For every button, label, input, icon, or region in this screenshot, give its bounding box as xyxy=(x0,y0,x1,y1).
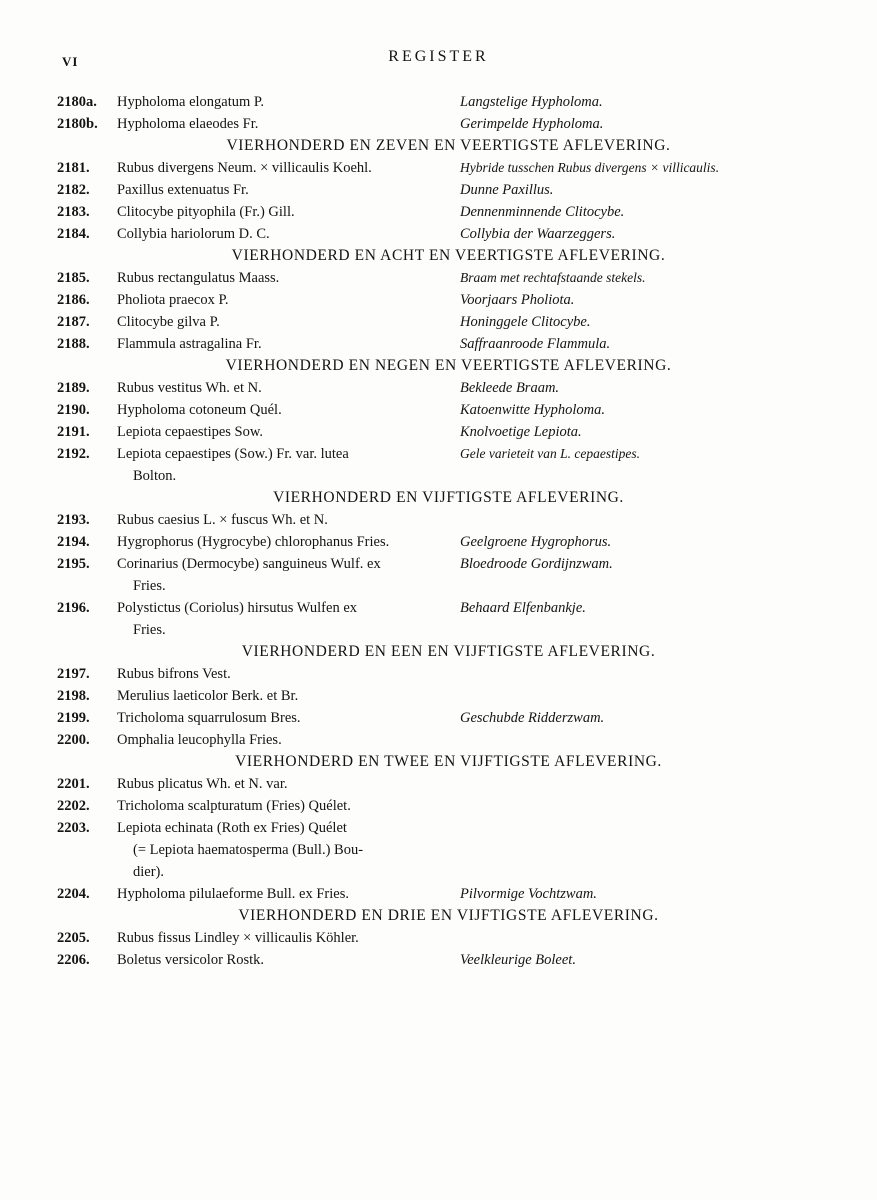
dutch-name: Honinggele Clitocybe. xyxy=(460,314,591,330)
dutch-name: Bloedroode Gordijnzwam. xyxy=(460,556,613,572)
register-section xyxy=(0,355,877,487)
register-entry xyxy=(0,377,877,399)
scientific-name-block xyxy=(117,289,447,311)
dutch-name: Gerimpelde Hypholoma. xyxy=(460,116,604,132)
section-heading: VIERHONDERD EN ACHT EN VEERTIGSTE AFLEVERING. xyxy=(231,247,666,264)
entry-number: 2187. xyxy=(57,314,90,330)
scientific-name-continuation: Fries. xyxy=(133,578,166,594)
page-header xyxy=(0,44,877,68)
register-entry xyxy=(0,531,877,553)
entry-number: 2194. xyxy=(57,534,90,550)
scientific-name: Lepiota cepaestipes Sow. xyxy=(117,424,264,440)
entry-number: 2188. xyxy=(57,336,90,352)
dutch-name: Hybride tusschen Rubus divergens × villicaulis. xyxy=(460,160,720,175)
scientific-name-block xyxy=(117,707,447,729)
register-entry xyxy=(0,91,877,113)
scientific-name: Rubus plicatus Wh. et N. var. xyxy=(117,776,288,792)
dutch-name: Geelgroene Hygrophorus. xyxy=(460,534,612,550)
scientific-name: Rubus divergens Neum. × villicaulis Koehl. xyxy=(117,160,372,176)
register-entry xyxy=(0,597,877,641)
entry-number: 2203. xyxy=(57,820,90,836)
scientific-name: Rubus vestitus Wh. et N. xyxy=(117,380,262,396)
entry-number: 2202. xyxy=(57,798,90,814)
dutch-name: Knolvoetige Lepiota. xyxy=(460,424,582,440)
entry-number: 2180a. xyxy=(57,94,97,110)
scientific-name: Merulius laeticolor Berk. et Br. xyxy=(117,688,299,704)
entry-number: 2192. xyxy=(57,446,90,462)
register-entry xyxy=(0,399,877,421)
entry-number: 2184. xyxy=(57,226,90,242)
register-entry xyxy=(0,707,877,729)
entry-number: 2183. xyxy=(57,204,90,220)
running-title: REGISTER xyxy=(388,48,489,65)
scientific-name: Boletus versicolor Rostk. xyxy=(117,952,265,968)
scientific-name: Paxillus extenuatus Fr. xyxy=(117,182,249,198)
scientific-name: Rubus caesius L. × fuscus Wh. et N. xyxy=(117,512,328,528)
dutch-name: Veelkleurige Boleet. xyxy=(460,952,576,968)
scientific-name-block xyxy=(117,773,447,795)
register-entry xyxy=(0,685,877,707)
register-entry xyxy=(0,773,877,795)
entry-number: 2205. xyxy=(57,930,90,946)
scientific-name-block xyxy=(117,927,447,949)
register-entry xyxy=(0,729,877,751)
register-entry xyxy=(0,421,877,443)
entry-number: 2182. xyxy=(57,182,90,198)
entry-number: 2199. xyxy=(57,710,90,726)
scientific-name-block xyxy=(117,201,447,223)
scientific-name: Corinarius (Dermocybe) sanguineus Wulf. ex xyxy=(117,556,381,572)
entry-number: 2206. xyxy=(57,952,90,968)
scientific-name-block xyxy=(117,421,447,443)
entry-number: 2200. xyxy=(57,732,90,748)
scientific-name: Lepiota cepaestipes (Sow.) Fr. var. lutea xyxy=(117,446,349,462)
scientific-name-continuation: (= Lepiota haematosperma (Bull.) Bou- xyxy=(133,842,364,858)
register-entry xyxy=(0,289,877,311)
entry-number: 2189. xyxy=(57,380,90,396)
scientific-name-block xyxy=(117,883,447,905)
register-entry xyxy=(0,553,877,597)
scientific-name: Hypholoma elongatum P. xyxy=(117,94,265,110)
register-entry xyxy=(0,267,877,289)
entry-number: 2198. xyxy=(57,688,90,704)
scientific-name-block xyxy=(117,531,447,553)
register-section xyxy=(0,641,877,751)
dutch-name: Saffraanroode Flammula. xyxy=(460,336,611,352)
entry-number: 2193. xyxy=(57,512,90,528)
entry-number: 2190. xyxy=(57,402,90,418)
scientific-name: Rubus rectangulatus Maass. xyxy=(117,270,280,286)
scientific-name-block xyxy=(117,553,447,597)
entry-number: 2185. xyxy=(57,270,90,286)
register-entry xyxy=(0,817,877,883)
entry-number: 2201. xyxy=(57,776,90,792)
dutch-name: Behaard Elfenbankje. xyxy=(460,600,586,616)
entry-number: 2181. xyxy=(57,160,90,176)
scientific-name: Omphalia leucophylla Fries. xyxy=(117,732,282,748)
register-entry xyxy=(0,927,877,949)
scientific-name-block xyxy=(117,949,447,971)
entry-number: 2197. xyxy=(57,666,90,682)
scientific-name-block xyxy=(117,113,447,135)
dutch-name: Bekleede Braam. xyxy=(460,380,560,396)
scientific-name-block xyxy=(117,179,447,201)
dutch-name: Katoenwitte Hypholoma. xyxy=(460,402,605,418)
section-heading: VIERHONDERD EN DRIE EN VIJFTIGSTE AFLEVERING. xyxy=(238,907,659,924)
scientific-name-block xyxy=(117,597,447,641)
dutch-name: Geschubde Ridderzwam. xyxy=(460,710,605,726)
register-entry xyxy=(0,179,877,201)
entry-number: 2204. xyxy=(57,886,90,902)
scientific-name: Hypholoma pilulaeforme Bull. ex Fries. xyxy=(117,886,349,902)
scientific-name: Hypholoma cotoneum Quél. xyxy=(117,402,282,418)
register-entry xyxy=(0,113,877,135)
scientific-name-block xyxy=(117,663,447,685)
scientific-name-block xyxy=(117,817,447,883)
scientific-name-block xyxy=(117,333,447,355)
scientific-name-block xyxy=(117,91,447,113)
scientific-name-block xyxy=(117,443,447,487)
scientific-name-continuation: Bolton. xyxy=(133,468,177,484)
dutch-name: Gele varieteit van L. cepaestipes. xyxy=(460,446,640,461)
register-section xyxy=(0,751,877,905)
register-section xyxy=(0,245,877,355)
scientific-name: Rubus bifrons Vest. xyxy=(117,666,231,682)
scientific-name-block xyxy=(117,223,447,245)
register-entry xyxy=(0,509,877,531)
dutch-name: Braam met rechtafstaande stekels. xyxy=(460,270,646,285)
scientific-name: Tricholoma squarrulosum Bres. xyxy=(117,710,301,726)
scientific-name: Clitocybe gilva P. xyxy=(117,314,220,330)
register-entry xyxy=(0,201,877,223)
scientific-name-block xyxy=(117,311,447,333)
section-heading: VIERHONDERD EN EEN EN VIJFTIGSTE AFLEVERING. xyxy=(241,643,656,660)
scientific-name-block xyxy=(117,377,447,399)
scientific-name: Polystictus (Coriolus) hirsutus Wulfen ex xyxy=(117,600,358,616)
register-entry xyxy=(0,157,877,179)
dutch-name: Dennenminnende Clitocybe. xyxy=(460,204,625,220)
section-heading: VIERHONDERD EN ZEVEN EN VEERTIGSTE AFLEVERING. xyxy=(226,137,671,154)
scientific-name: Tricholoma scalpturatum (Fries) Quélet. xyxy=(117,798,351,814)
register-section xyxy=(0,91,877,135)
scientific-name-block xyxy=(117,399,447,421)
scientific-name-continuation: Fries. xyxy=(133,622,166,638)
scientific-name-block xyxy=(117,685,447,707)
register-section xyxy=(0,135,877,245)
entry-number: 2191. xyxy=(57,424,90,440)
register-entry xyxy=(0,443,877,487)
register-sections xyxy=(0,91,877,971)
dutch-name: Collybia der Waarzeggers. xyxy=(460,226,616,242)
scientific-name-block xyxy=(117,509,447,531)
scientific-name: Hygrophorus (Hygrocybe) chlorophanus Fries. xyxy=(117,534,390,550)
scientific-name-block xyxy=(117,795,447,817)
dutch-name: Langstelige Hypholoma. xyxy=(460,94,603,110)
dutch-name: Dunne Paxillus. xyxy=(460,182,554,198)
dutch-name: Pilvormige Vochtzwam. xyxy=(460,886,597,902)
entry-number: 2195. xyxy=(57,556,90,572)
scientific-name: Collybia hariolorum D. C. xyxy=(117,226,270,242)
register-entry xyxy=(0,311,877,333)
scientific-name: Pholiota praecox P. xyxy=(117,292,229,308)
scientific-name: Lepiota echinata (Roth ex Fries) Quélet xyxy=(117,820,347,836)
register-entry xyxy=(0,333,877,355)
scientific-name-block xyxy=(117,157,447,179)
register-entry xyxy=(0,795,877,817)
register-section xyxy=(0,487,877,641)
scientific-name: Rubus fissus Lindley × villicaulis Köhler. xyxy=(117,930,359,946)
register-entry xyxy=(0,883,877,905)
register-section xyxy=(0,905,877,971)
scientific-name: Flammula astragalina Fr. xyxy=(117,336,262,352)
section-heading: VIERHONDERD EN TWEE EN VIJFTIGSTE AFLEVERING. xyxy=(235,753,662,770)
scientific-name-block xyxy=(117,729,447,751)
page-number: VI xyxy=(62,54,79,69)
scientific-name: Clitocybe pityophila (Fr.) Gill. xyxy=(117,204,295,220)
register-entry xyxy=(0,949,877,971)
entry-number: 2196. xyxy=(57,600,90,616)
scientific-name-continuation: dier). xyxy=(133,864,164,880)
register-entry xyxy=(0,663,877,685)
scientific-name-block xyxy=(117,267,447,289)
entry-number: 2180b. xyxy=(57,116,98,132)
dutch-name: Voorjaars Pholiota. xyxy=(460,292,575,308)
section-heading: VIERHONDERD EN VIJFTIGSTE AFLEVERING. xyxy=(273,489,624,506)
scientific-name: Hypholoma elaeodes Fr. xyxy=(117,116,259,132)
register-entry xyxy=(0,223,877,245)
section-heading: VIERHONDERD EN NEGEN EN VEERTIGSTE AFLEVERING. xyxy=(225,357,672,374)
entry-number: 2186. xyxy=(57,292,90,308)
